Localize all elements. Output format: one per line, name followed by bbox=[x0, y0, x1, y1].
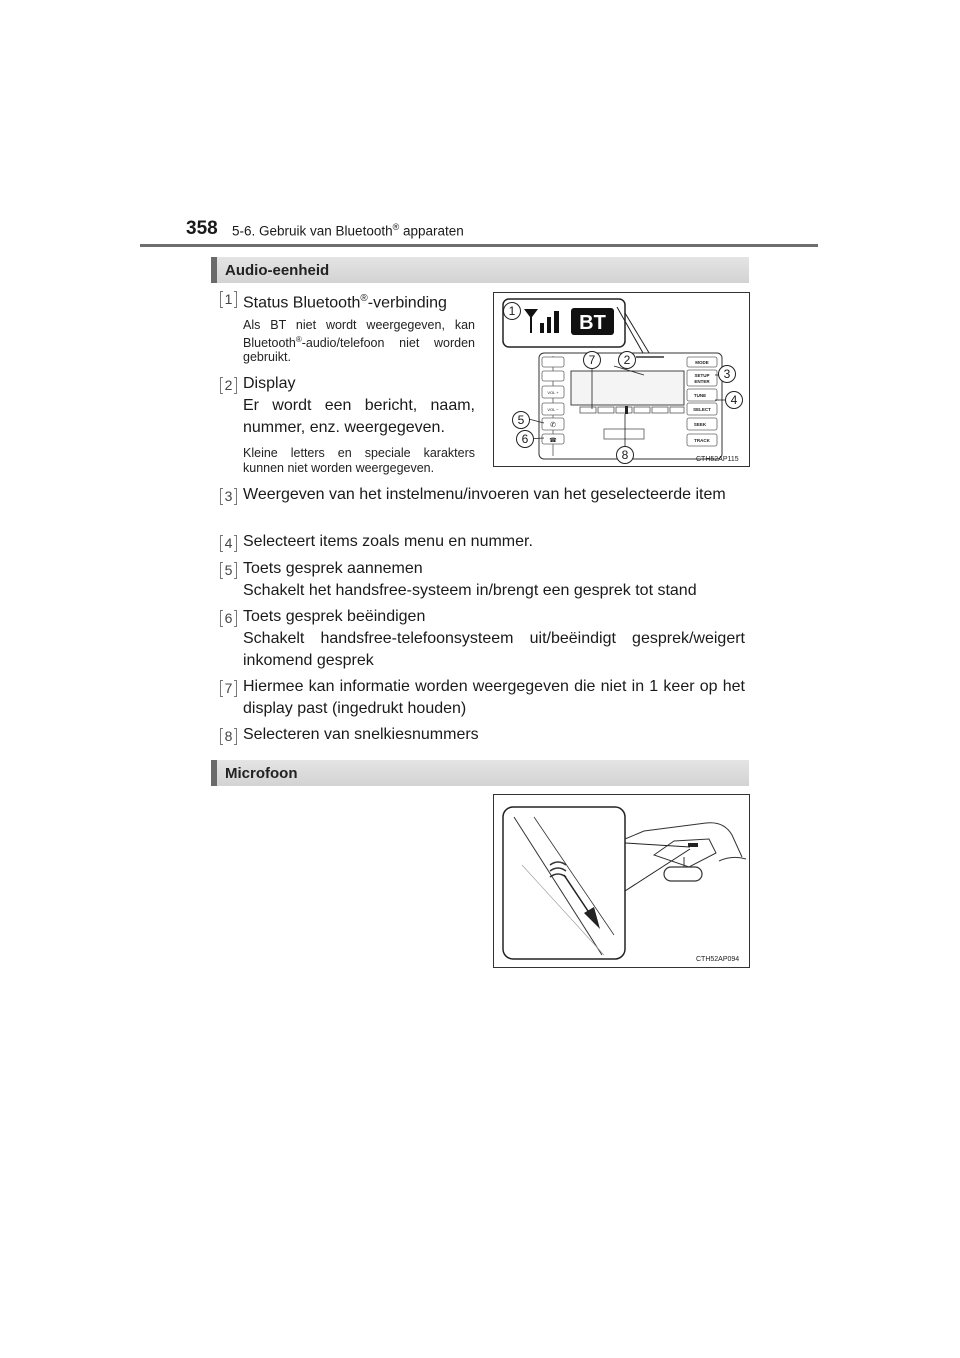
item-8-title: Selecteren van snelkiesnummers bbox=[243, 726, 479, 743]
item-marker-8: 8 bbox=[224, 728, 233, 744]
figure-callout-7: 7 bbox=[583, 351, 601, 369]
item-2-title: Display bbox=[243, 375, 296, 392]
item-3-title: Weergeven van het instelmenu/invoeren van het geselecteerde item bbox=[243, 486, 726, 503]
tune-label: TUNE bbox=[693, 393, 707, 398]
item-5-title: Toets gesprek aannemen bbox=[243, 560, 423, 577]
item-7-title: Hiermee kan informatie worden weergegeven die niet in 1 keer op het display past (ingedrukt houden) bbox=[243, 678, 745, 717]
item-marker-2: 2 bbox=[224, 377, 233, 393]
figure-callout-8: 8 bbox=[616, 446, 634, 464]
track-label: TRACK bbox=[694, 438, 710, 443]
microphone-figure bbox=[493, 794, 750, 968]
item-1-note bbox=[243, 318, 475, 365]
header-rule bbox=[140, 244, 818, 247]
item-marker-6: 6 bbox=[224, 610, 233, 626]
section-heading-audio-text: Audio-eenheid bbox=[225, 262, 330, 279]
item-1-note-text: Als BT niet wordt weergegeven, kan Bluetooth bbox=[243, 318, 475, 350]
registered-mark: ® bbox=[360, 293, 368, 304]
figure-code: CTH52AP094 bbox=[696, 956, 740, 963]
phone-hangup-icon: ☎ bbox=[549, 438, 557, 444]
zoom-inset bbox=[503, 807, 625, 959]
running-header-suffix: apparaten bbox=[399, 223, 464, 239]
setup-label: SETUP bbox=[694, 373, 710, 378]
item-5-body: Schakelt het handsfree-systeem in/brengt een gesprek tot stand bbox=[243, 582, 697, 599]
item-1-title bbox=[243, 288, 483, 314]
display-screen bbox=[571, 371, 684, 405]
seek-label: SEEK bbox=[693, 422, 707, 427]
figure-callout-4: 4 bbox=[725, 391, 743, 409]
section-heading-microphone-text: Microfoon bbox=[225, 765, 298, 782]
usb-aux-panel bbox=[604, 429, 644, 439]
item-2-body: Er wordt een bericht, naam, nummer, enz. weergegeven. bbox=[243, 397, 475, 436]
enter-label: ENTER bbox=[694, 379, 710, 384]
rear-view-mirror bbox=[664, 867, 702, 881]
registered-mark: ® bbox=[392, 222, 400, 232]
item-1-note-suffix: -audio/telefoon niet worden gebruikt. bbox=[243, 335, 475, 365]
select-label: SELECT bbox=[693, 407, 711, 412]
figure-code: CTH52AP115 bbox=[696, 456, 739, 463]
item-6-body: Schakelt handsfree-telefoonsysteem uit/beëindigt gesprek/weigert inkomend gesprek bbox=[243, 630, 745, 669]
item-marker-1: 1 bbox=[224, 291, 233, 307]
figure-callout-1: 1 bbox=[503, 302, 521, 320]
audio-unit-figure bbox=[493, 292, 750, 467]
phone-call-icon: ✆ bbox=[550, 422, 556, 429]
section-heading-microphone bbox=[211, 760, 749, 786]
item-marker-4: 4 bbox=[224, 535, 233, 551]
item-1-title-suffix: -verbinding bbox=[367, 294, 447, 312]
figure-callout-2: 2 bbox=[618, 351, 636, 369]
item-4-title: Selecteert items zoals menu en nummer. bbox=[243, 533, 533, 550]
section-heading-audio bbox=[211, 257, 749, 283]
running-header bbox=[232, 222, 464, 239]
item-marker-5: 5 bbox=[224, 562, 233, 578]
figure-callout-3: 3 bbox=[718, 365, 736, 383]
running-header-title: 5-6. Gebruik van Bluetooth bbox=[232, 223, 393, 239]
item-1-title-text: Status Bluetooth bbox=[243, 294, 361, 312]
figure-callout-6: 6 bbox=[516, 430, 534, 448]
mode-label: MODE bbox=[695, 360, 709, 365]
bt-badge-text: BT bbox=[579, 312, 606, 334]
item-6-title: Toets gesprek beëindigen bbox=[243, 608, 426, 625]
vol-down-label: VOL − bbox=[547, 407, 559, 412]
page-number: 358 bbox=[186, 218, 218, 239]
item-2-note: Kleine letters en speciale karakters kunnen niet worden weergegeven. bbox=[243, 446, 475, 475]
figure-callout-5: 5 bbox=[512, 411, 530, 429]
vol-up-label: VOL + bbox=[547, 390, 559, 395]
item-marker-7: 7 bbox=[224, 680, 233, 696]
microphone-illustration bbox=[494, 795, 749, 967]
registered-mark: ® bbox=[295, 334, 302, 344]
overhead-console bbox=[654, 839, 716, 867]
item-marker-3: 3 bbox=[224, 488, 233, 504]
